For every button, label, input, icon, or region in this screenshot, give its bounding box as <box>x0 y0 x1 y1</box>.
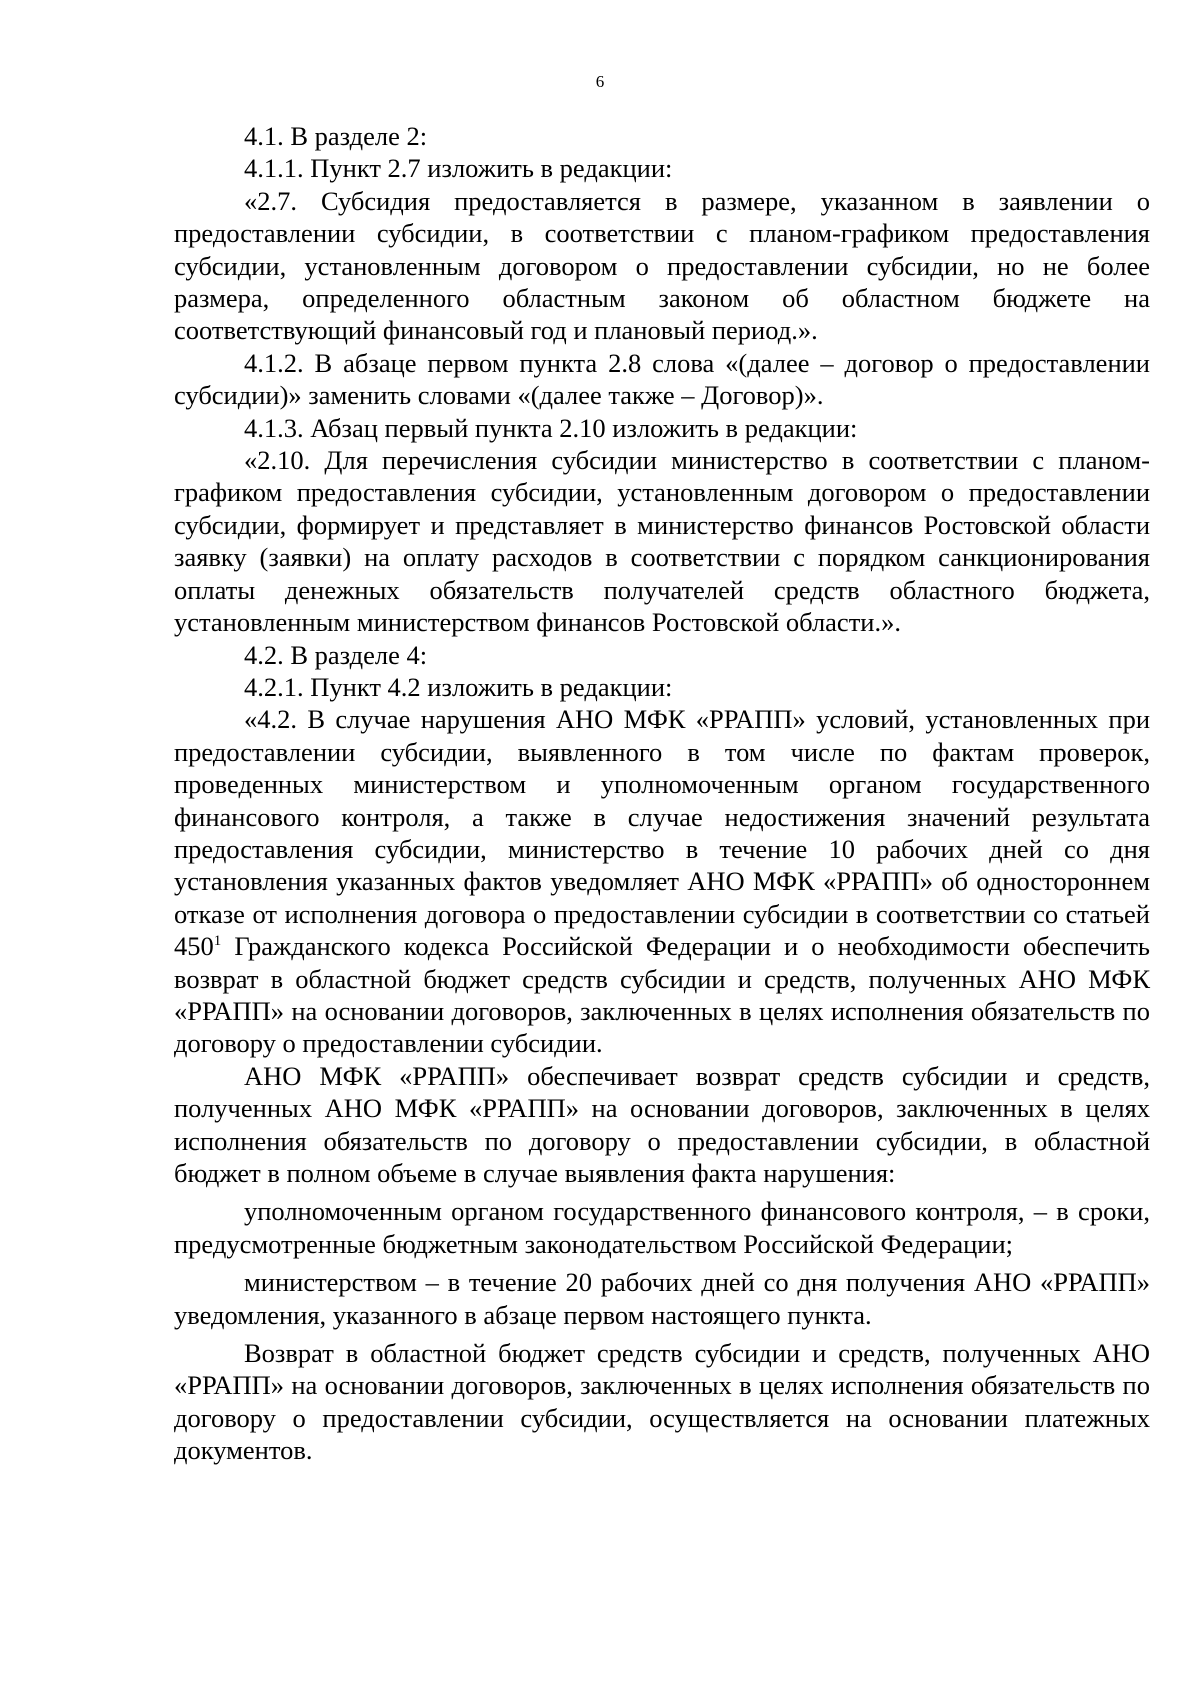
paragraph-payment-documents: Возврат в областной бюджет средств субсидии и средств, полученных АНО «РРАПП» на основании договоров, заключенных в целях исполнения обязательств по договору о предоставлении субсидии, осуществляется на основании платежных документов. <box>174 1338 1150 1466</box>
paragraph-quote-4-2-part-2: Гражданского кодекса Российской Федерации и о необходимости обеспечить возврат в областной бюджет средств субсидии и средств, полученных АНО МФК «РРАПП» на основании договоров, заключенных в целях исполнения обязательств по договору о предоставлении субсидии. <box>174 931 1150 1059</box>
paragraph-control-body: уполномоченным органом государственного финансового контроля, – в сроки, предусмотренные бюджетным законодательством Российской Федерации; <box>174 1196 1150 1259</box>
paragraph-quote-2-7: «2.7. Субсидия предоставляется в размере, указанном в заявлении о предоставлении субсидии, в соответствии с планом-графиком предоставления субсидии, установленным договором о предоставлении субсидии, но не более размера, определенного областным законом об областном бюджете на соответствующий финансовый год и плановый период.». <box>174 185 1150 346</box>
paragraph-quote-4-2-part-1: «4.2. В случае нарушения АНО МФК «РРАПП» условий, установленных при предоставлении субсидии, выявленного в том числе по фактам проверок, проведенных министерством и уполномоченным органом государственного финансового контроля, а также в случае недостижения значений результата предоставления субсидии, министерство в течение 10 рабочих дней со дня установления указанных фактов уведомляет АНО МФК «РРАПП» об одностороннем отказе от исполнения договора о предоставлении субсидии в соответствии со статьей 450 <box>174 704 1150 962</box>
article-superscript: 1 <box>213 933 222 950</box>
paragraph-4-1-2: 4.1.2. В абзаце первом пункта 2.8 слова «(далее – договор о предоставлении субсидии)» заменить словами «(далее также – Договор)». <box>174 347 1150 411</box>
paragraph-quote-4-2 <box>174 703 1150 1059</box>
paragraph-4-2: 4.2. В разделе 4: <box>244 639 428 670</box>
page-number: 6 <box>595 72 605 91</box>
paragraph-4-1-1: 4.1.1. Пункт 2.7 изложить в редакции: <box>244 153 673 184</box>
paragraph-4-2-1: 4.2.1. Пункт 4.2 изложить в редакции: <box>244 671 673 702</box>
paragraph-ministry-term: министерством – в течение 20 рабочих дней со дня получения АНО «РРАПП» уведомления, указанного в абзаце первом настоящего пункта. <box>174 1267 1150 1330</box>
paragraph-quote-2-10: «2.10. Для перечисления субсидии министерство в соответствии с планом-графиком предоставления субсидии, установленным договором о предоставлении субсидии, формирует и представляет в министерство финансов Ростовской области заявку (заявки) на оплату расходов в соответствии с порядком санкционирования оплаты денежных обязательств получателей средств областного бюджета, установленным министерством финансов Ростовской области.». <box>174 445 1150 638</box>
paragraph-return-obligation: АНО МФК «РРАПП» обеспечивает возврат средств субсидии и средств, полученных АНО МФК «РРАПП» на основании договоров, заключенных в целях исполнения обязательств по договору о предоставлении субсидии, в областной бюджет в полном объеме в случае выявления факта нарушения: <box>174 1060 1150 1188</box>
document-body <box>174 120 1150 1467</box>
paragraph-4-1-3: 4.1.3. Абзац первый пункта 2.10 изложить в редакции: <box>244 412 858 443</box>
paragraph-4-1: 4.1. В разделе 2: <box>244 121 428 151</box>
